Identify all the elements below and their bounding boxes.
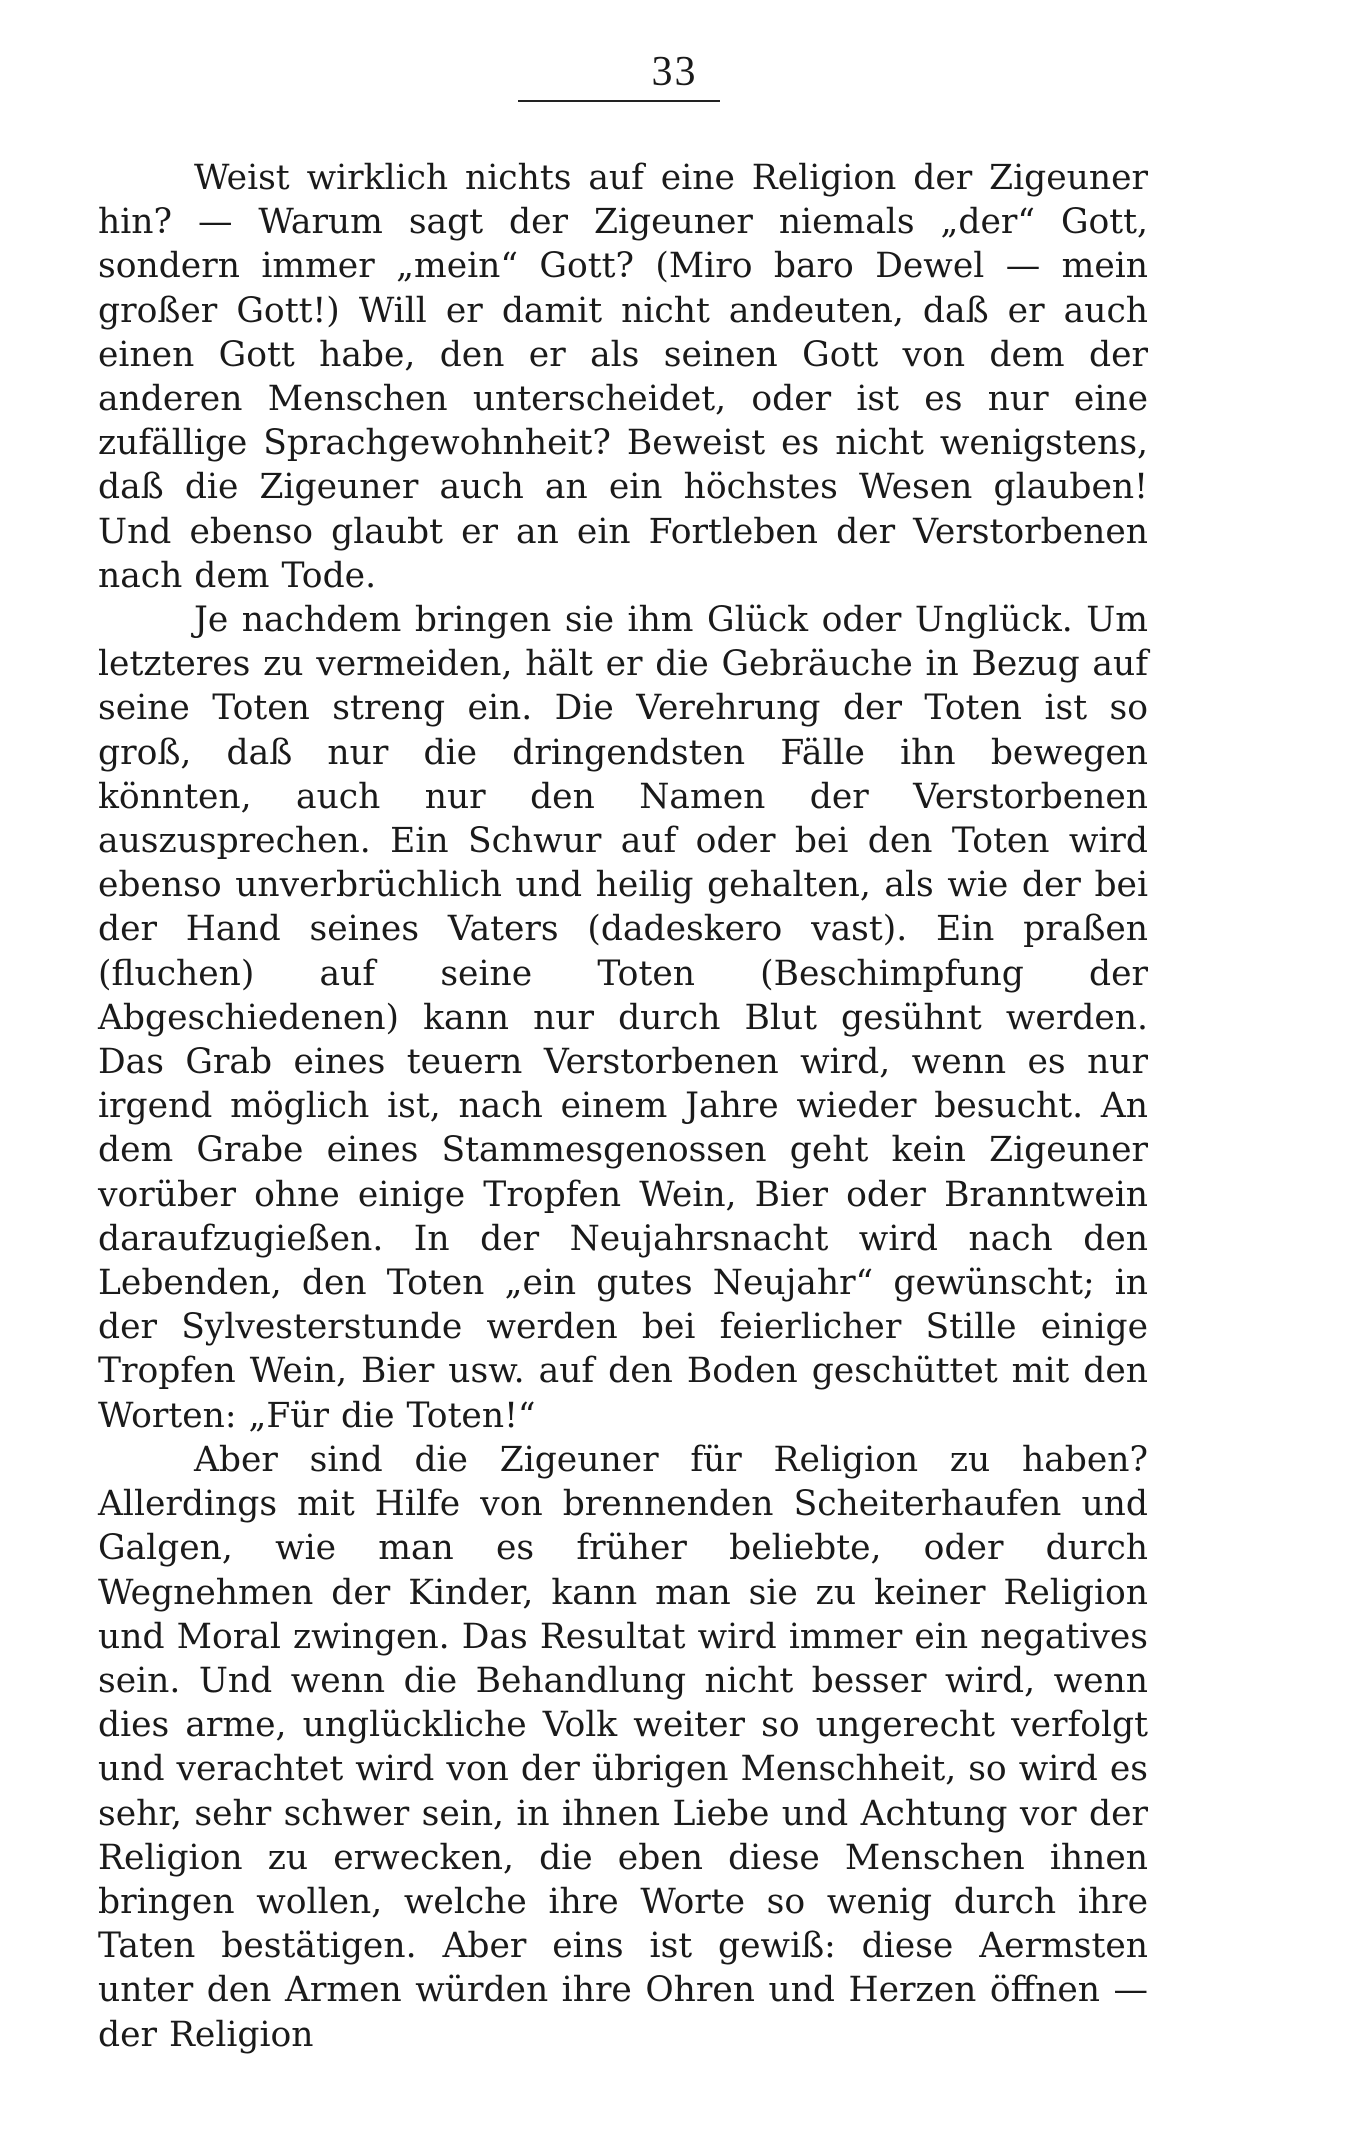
page-header <box>0 48 1349 96</box>
body-text <box>98 156 1148 2057</box>
page-number: 33 <box>651 49 698 95</box>
paragraph-3: Aber sind die Zigeuner für Religion zu haben? Allerdings mit Hilfe von brennenden Scheiterhaufen und Galgen, wie man es früher beliebte, oder durch Wegnehmen der Kinder, kann man sie zu keiner Religion und Moral zwingen. Das Resultat wird immer ein negatives sein. Und wenn die Behandlung nicht besser wird, wenn dies arme, unglückliche Volk weiter so ungerecht verfolgt und verachtet wird von der übrigen Menschheit, so wird es sehr, sehr schwer sein, in ihnen Liebe und Achtung vor der Religion zu erwecken, die eben diese Menschen ihnen bringen wollen, welche ihre Worte so wenig durch ihre Taten bestätigen. Aber eins ist gewiß: diese Aermsten unter den Armen würden ihre Ohren und Herzen öffnen — der Religion <box>98 1439 1148 2055</box>
header-rule <box>518 100 720 102</box>
paragraph-1: Weist wirklich nichts auf eine Religion der Zigeuner hin? — Warum sagt der Zigeuner niemals „der“ Gott, sondern immer „mein“ Gott? (Miro baro Dewel — mein großer Gott!) Will er damit nicht andeuten, daß er auch einen Gott habe, den er als seinen Gott von dem der anderen Menschen unterscheidet, oder ist es nur eine zufällige Sprachgewohnheit? Beweist es nicht wenigstens, daß die Zigeuner auch an ein höchstes Wesen glauben! Und ebenso glaubt er an ein Fortleben der Verstorbenen nach dem Tode. <box>98 158 1148 596</box>
paragraph-2: Je nachdem bringen sie ihm Glück oder Unglück. Um letzteres zu vermeiden, hält er die Gebräuche in Bezug auf seine Toten streng ein. Die Verehrung der Toten ist so groß, daß nur die dringendsten Fälle ihn bewegen könnten, auch nur den Namen der Verstorbenen auszusprechen. Ein Schwur auf oder bei den Toten wird ebenso unverbrüchlich und heilig gehalten, als wie der bei der Hand seines Vaters (dadeskero vast). Ein praßen (fluchen) auf seine Toten (Beschimpfung der Abgeschiedenen) kann nur durch Blut gesühnt werden. Das Grab eines teuern Verstorbenen wird, wenn es nur irgend möglich ist, nach einem Jahre wieder besucht. An dem Grabe eines Stammesgenossen geht kein Zigeuner vorüber ohne einige Tropfen Wein, Bier oder Branntwein daraufzugießen. In der Neujahrsnacht wird nach den Lebenden, den Toten „ein gutes Neujahr“ gewünscht; in der Sylvesterstunde werden bei feierlicher Stille einige Tropfen Wein, Bier usw. auf den Boden geschüttet mit den Worten: „Für die Toten!“ <box>98 600 1148 1436</box>
